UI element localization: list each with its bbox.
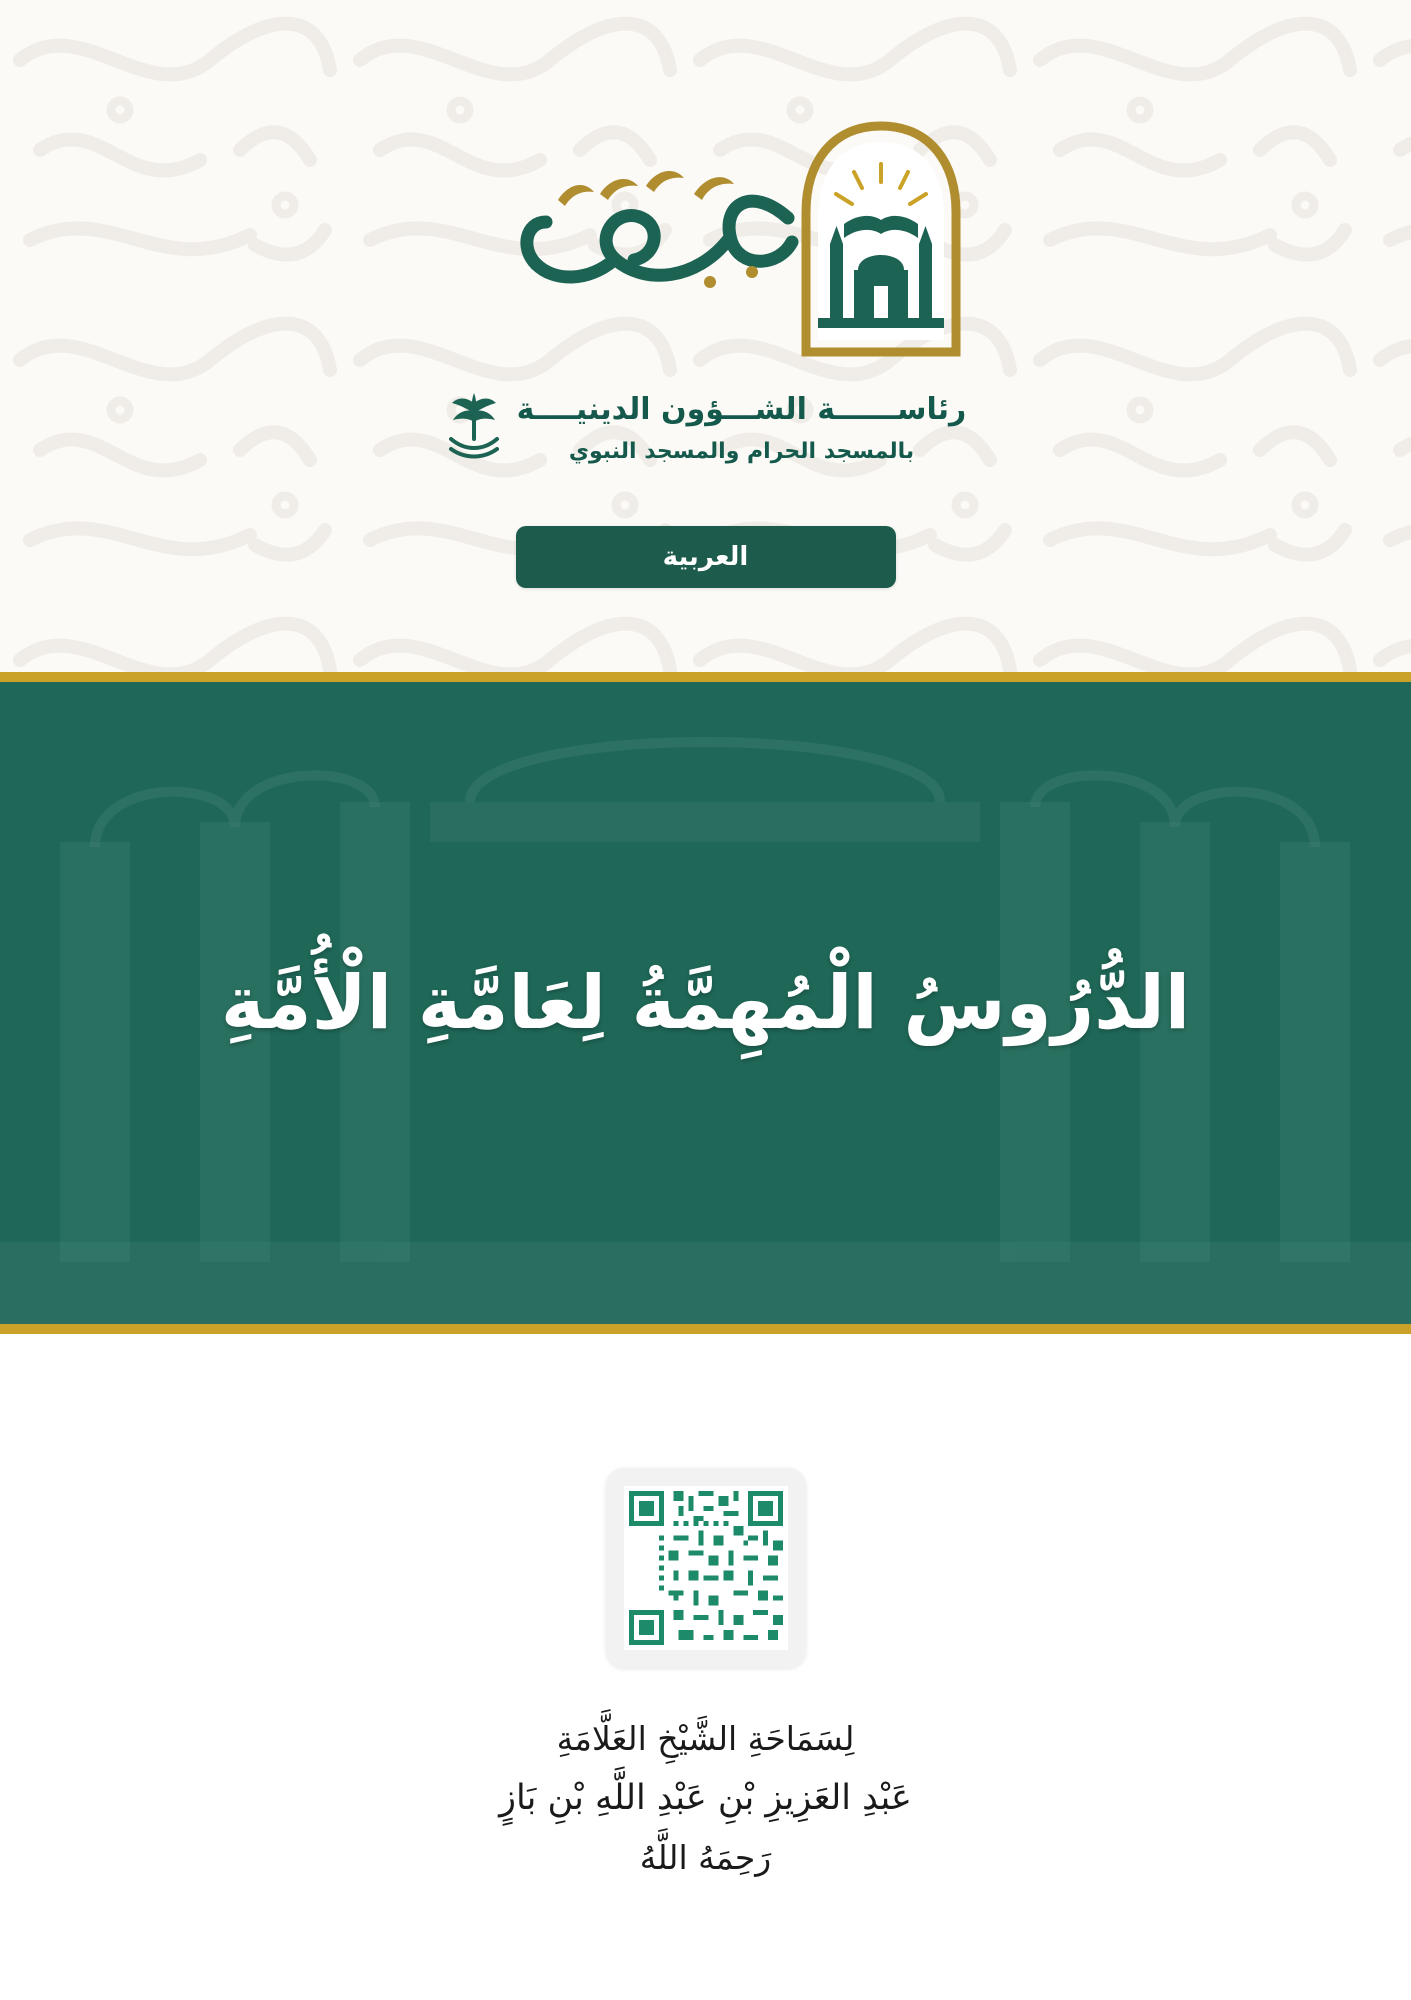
organization-name	[445, 382, 967, 464]
title-band	[0, 672, 1411, 1334]
qr-code-card[interactable]	[606, 1468, 806, 1668]
header-section	[0, 0, 1411, 672]
band-background	[0, 682, 1411, 1324]
haramain-calligraphy-icon	[496, 160, 806, 320]
lower-section	[0, 1334, 1411, 2000]
language-button[interactable]: العربية	[516, 526, 896, 588]
author-honorific: لِسَمَاحَةِ الشَّيْخِ العَلَّامَةِ	[556, 1719, 855, 1758]
brand-logo	[446, 120, 966, 370]
author-block	[499, 1710, 912, 1887]
band-bottom-rule	[0, 1324, 1411, 1334]
qr-code-icon[interactable]	[624, 1486, 788, 1650]
saudi-palm-swords-emblem-icon	[445, 387, 503, 459]
document-title: الدُّرُوسُ الْمُهِمَّةُ لِعَامَّةِ الْأُمَّةِ	[220, 959, 1191, 1046]
author-name: عَبْدِ العَزِيزِ بْنِ عَبْدِ اللَّهِ بْنِ بَازٍ	[499, 1777, 912, 1818]
organization-line1: رئاســــــة الشـــؤون الدينيــــة	[516, 392, 967, 427]
organization-line2: بالمسجد الحرام والمسجد النبوي	[568, 439, 915, 464]
mosque-arch-emblem-icon	[796, 120, 966, 365]
band-top-rule	[0, 672, 1411, 682]
author-invocation: رَحِمَهُ اللَّهُ	[639, 1838, 772, 1877]
